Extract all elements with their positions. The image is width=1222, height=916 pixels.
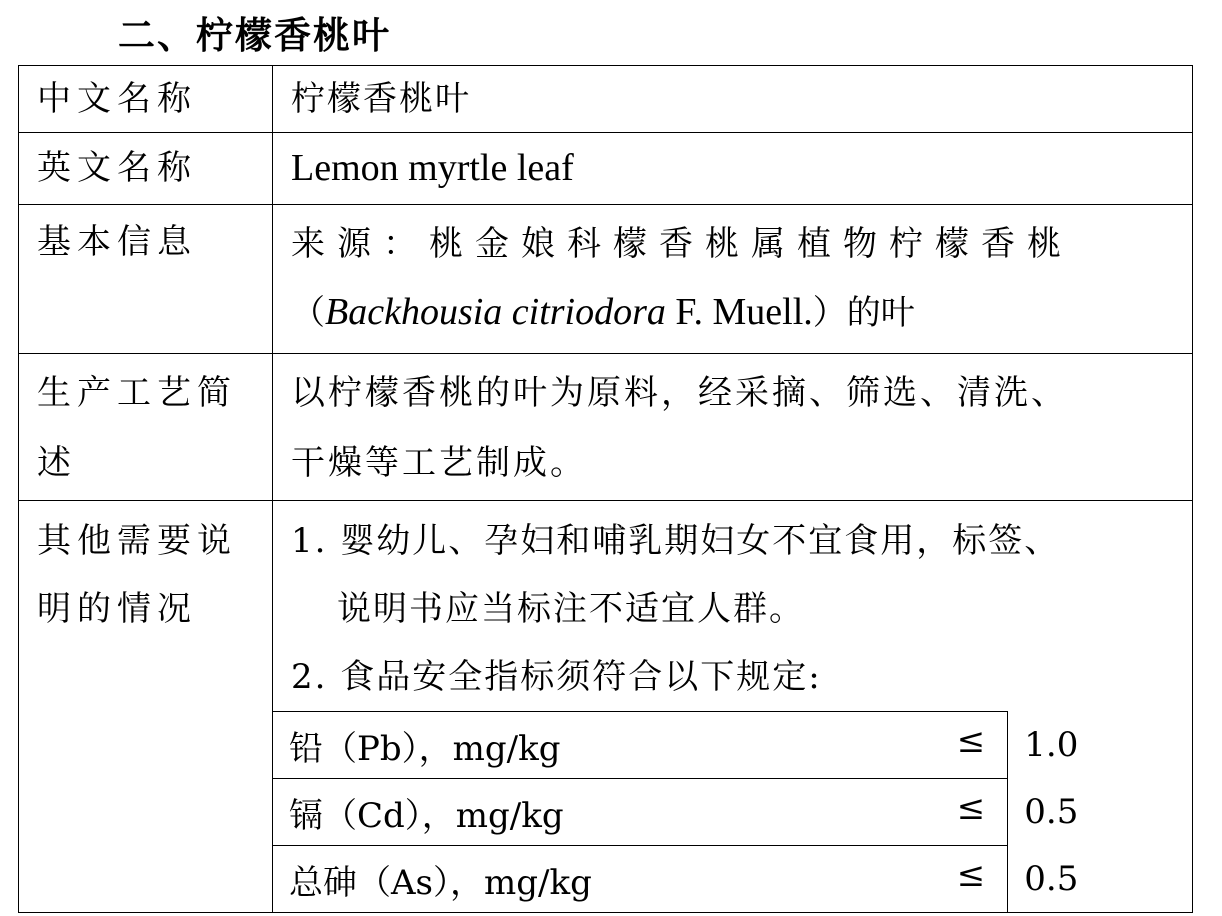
limit-name-lead: 铅（Pb），mg/kg ≤ — [273, 712, 1008, 779]
notes-value — [273, 501, 1193, 913]
process-line-2: 干燥等工艺制成。 — [291, 443, 587, 483]
table-row: 总砷（As），mg/kg ≤ 0.5 — [273, 846, 1192, 913]
table-row-basic-info — [19, 205, 1193, 354]
basic-info-source: 来源：桃金娘科檬香桃属植物柠檬香桃 — [291, 224, 1073, 264]
basic-info-value — [273, 205, 1193, 354]
process-line-1: 以柠檬香桃的叶为原料，经采摘、筛选、清洗、 — [291, 373, 1068, 413]
chinese-name-value: 柠檬香桃叶 — [273, 66, 1193, 133]
note-item-1-line-1: 1. 婴幼儿、孕妇和哺乳期妇女不宜食用，标签、 — [291, 521, 1061, 561]
table-row: 铅（Pb），mg/kg ≤ 1.0 — [273, 712, 1192, 779]
note-item-2: 2. 食品安全指标须符合以下规定: — [291, 657, 822, 697]
author-name: F. Muell. — [665, 291, 813, 333]
limit-name-cadmium: 镉（Cd），mg/kg ≤ — [273, 779, 1008, 846]
limit-name-arsenic: 总砷（As），mg/kg ≤ — [273, 846, 1008, 913]
basic-info-label: 基本信息 — [19, 205, 273, 354]
scientific-name: Backhousia citriodora — [325, 291, 666, 333]
process-value — [273, 354, 1193, 501]
basic-info-species: （Backhousia citriodora F. Muell.）的叶 — [291, 291, 915, 333]
limit-operator: ≤ — [956, 787, 986, 828]
table-row-english-name — [19, 133, 1193, 205]
process-label: 生产工艺简 述 — [19, 354, 273, 501]
table-row-process — [19, 354, 1193, 501]
limit-operator: ≤ — [956, 720, 986, 761]
english-name-label: 英文名称 — [19, 133, 273, 205]
limit-operator: ≤ — [956, 854, 986, 895]
notes-label: 其他需要说 明的情况 — [19, 501, 273, 913]
table-row: 镉（Cd），mg/kg ≤ 0.5 — [273, 779, 1192, 846]
table-row-chinese-name — [19, 66, 1193, 133]
spec-table — [18, 65, 1193, 913]
note-item-1-line-2: 说明书应当标注不适宜人群。 — [337, 589, 805, 629]
limits-table — [273, 711, 1192, 912]
english-name-value: Lemon myrtle leaf — [273, 133, 1193, 205]
section-title: 二、柠檬香桃叶 — [118, 14, 391, 57]
table-row-notes — [19, 501, 1193, 913]
chinese-name-label: 中文名称 — [19, 66, 273, 133]
